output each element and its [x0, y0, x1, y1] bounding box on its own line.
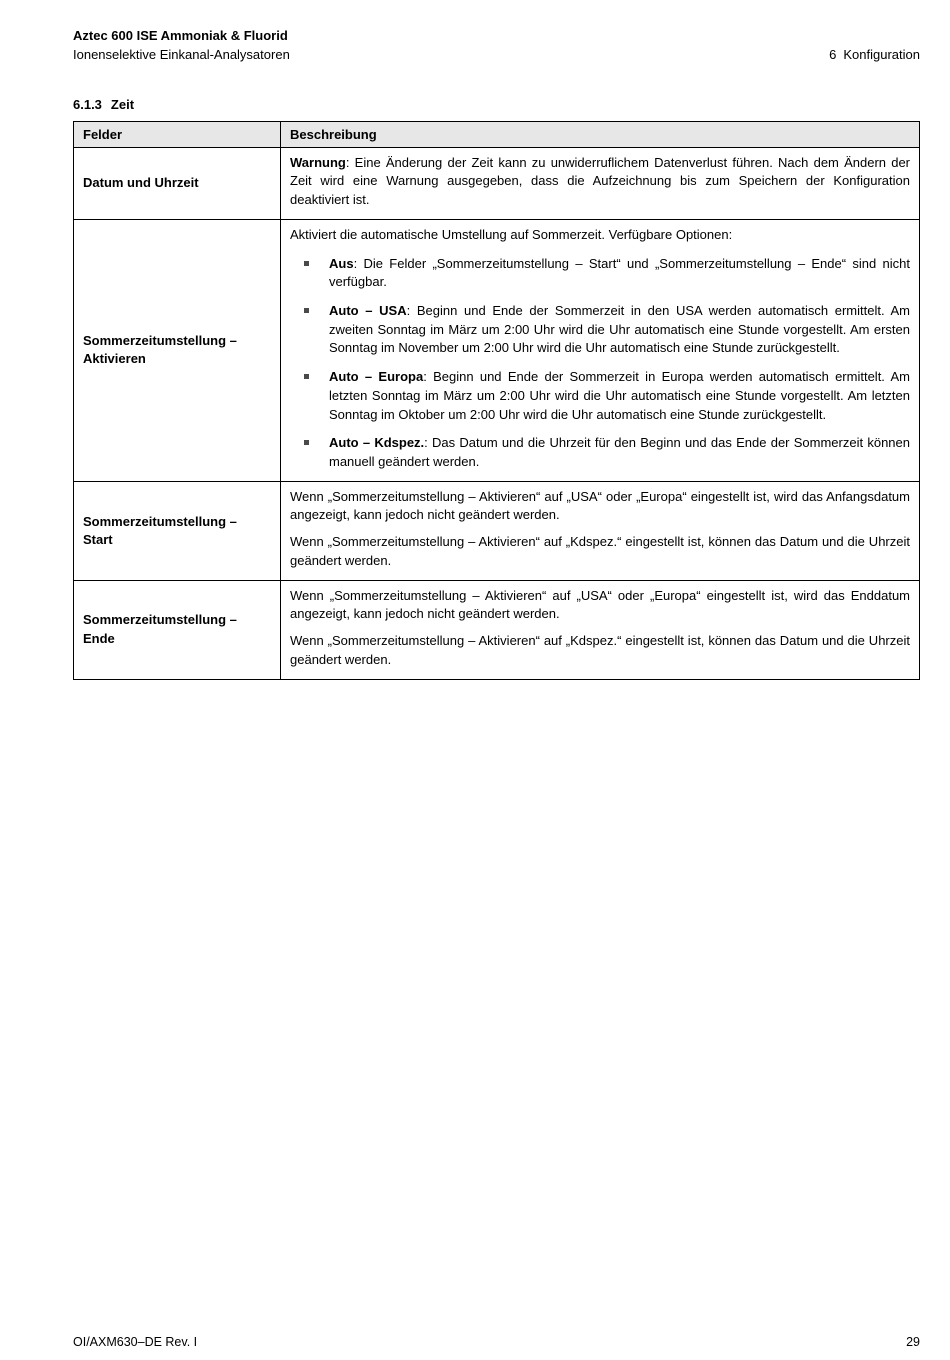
option-bullet-auto-kdspez: [290, 434, 910, 471]
chapter-title: Konfiguration: [843, 46, 920, 62]
section-title: Zeit: [110, 96, 135, 112]
option-description: : Die Felder „Sommerzeitumstellung – Start“ und „Sommerzeitumstellung – Ende“ sind nicht verfügbar.: [329, 255, 910, 290]
option-bullet-aus: [290, 255, 910, 292]
warning-label: Warnung: [290, 154, 346, 170]
description-paragraph: Wenn „Sommerzeitumstellung – Aktivieren“ auf „Kdspez.“ eingestellt ist, können das Datum und die Uhrzeit geändert werden.: [290, 534, 910, 568]
header-left: [73, 27, 290, 65]
option-description: : Beginn und Ende der Sommerzeit in den USA werden automatisch ermittelt. Am zweiten Sonntag im März um 2:00 Uhr wird die Uhr automatisch eine Stunde vorgestellt. Am ersten Sonntag im November um 2:00 Uhr wird die Uhr automatisch eine Stunde zurückgestellt.: [329, 303, 911, 356]
chapter-number: 6: [829, 46, 837, 62]
bullet-square-icon: [304, 440, 309, 445]
table-row-sommerzeit-start: [74, 481, 920, 580]
option-bullet-auto-usa: [290, 302, 910, 358]
config-table: [73, 121, 920, 680]
page-number: 29: [906, 1335, 920, 1349]
page-footer: [73, 1335, 920, 1349]
field-name-sommerzeit-aktivieren: Sommerzeitumstellung – Aktivieren: [74, 219, 281, 481]
field-name-sommerzeit-ende: Sommerzeitumstellung – Ende: [74, 580, 281, 679]
column-header-felder: Felder: [74, 121, 281, 147]
section-heading: [73, 97, 920, 112]
option-name: Auto – Europa: [329, 369, 424, 385]
document-title: Aztec 600 ISE Ammoniak & Fluorid: [73, 28, 288, 43]
warning-text: : Eine Änderung der Zeit kann zu unwiderruflichem Datenverlust führen. Nach dem Ändern der Zeit wird eine Warnung ausgegeben, dass die Aufzeichnung bis zum Speichern der Konfiguration deaktiviert ist.: [290, 154, 910, 208]
chapter-heading: [829, 46, 920, 65]
description-paragraph: Wenn „Sommerzeitumstellung – Aktivieren“ auf „USA“ oder „Europa“ eingestellt ist, wird das Enddatum angezeigt, kann jedoch nicht geändert werden.: [290, 587, 910, 622]
bullet-square-icon: [304, 261, 309, 266]
field-name-sommerzeit-start: Sommerzeitumstellung – Start: [74, 481, 281, 580]
document-subtitle: Ionenselektive Einkanal-Analysatoren: [73, 46, 290, 62]
bullet-square-icon: [304, 374, 309, 379]
option-description: : Beginn und Ende der Sommerzeit in Europa werden automatisch ermittelt. Am letzten Sonntag im März um 2:00 Uhr wird die Uhr automatisch eine Stunde vorgestellt. Am letzten Sonntag im Oktober um 2:00 Uhr wird die Uhr automatisch eine Stunde zurückgestellt.: [329, 369, 910, 422]
description-cell-sommerzeit-ende: [281, 580, 920, 679]
table-row-sommerzeit-aktivieren: [74, 219, 920, 481]
document-reference: OI/AXM630–DE Rev. I: [73, 1335, 198, 1349]
description-paragraph: Wenn „Sommerzeitumstellung – Aktivieren“ auf „Kdspez.“ eingestellt ist, können das Datum und die Uhrzeit geändert werden.: [290, 633, 910, 667]
table-row-datum-und-uhrzeit: [74, 147, 920, 219]
option-name: Auto – USA: [329, 303, 407, 318]
description-paragraph: [290, 154, 910, 210]
table-row-sommerzeit-ende: [74, 580, 920, 679]
option-description: : Das Datum und die Uhrzeit für den Beginn und das Ende der Sommerzeit können manuell geändert werden.: [329, 435, 910, 470]
option-name: Auto – Kdspez.: [329, 435, 425, 451]
option-name: Aus: [329, 255, 354, 271]
description-paragraph: Wenn „Sommerzeitumstellung – Aktivieren“ auf „USA“ oder „Europa“ eingestellt ist, wird das Anfangsdatum angezeigt, kann jedoch nicht geändert werden.: [290, 488, 910, 523]
description-cell-datum-und-uhrzeit: [281, 147, 920, 219]
field-name-datum-und-uhrzeit: Datum und Uhrzeit: [74, 147, 281, 219]
section-number: 6.1.3: [73, 96, 102, 112]
description-cell-sommerzeit-start: [281, 481, 920, 580]
table-header-row: [74, 121, 920, 147]
option-bullet-auto-europa: [290, 368, 910, 424]
page-header: [73, 27, 920, 65]
bullet-square-icon: [304, 308, 309, 313]
options-intro: Aktiviert die automatische Umstellung auf Sommerzeit. Verfügbare Optionen:: [290, 226, 733, 242]
column-header-beschreibung: Beschreibung: [281, 121, 920, 147]
description-cell-sommerzeit-aktivieren: [281, 219, 920, 481]
